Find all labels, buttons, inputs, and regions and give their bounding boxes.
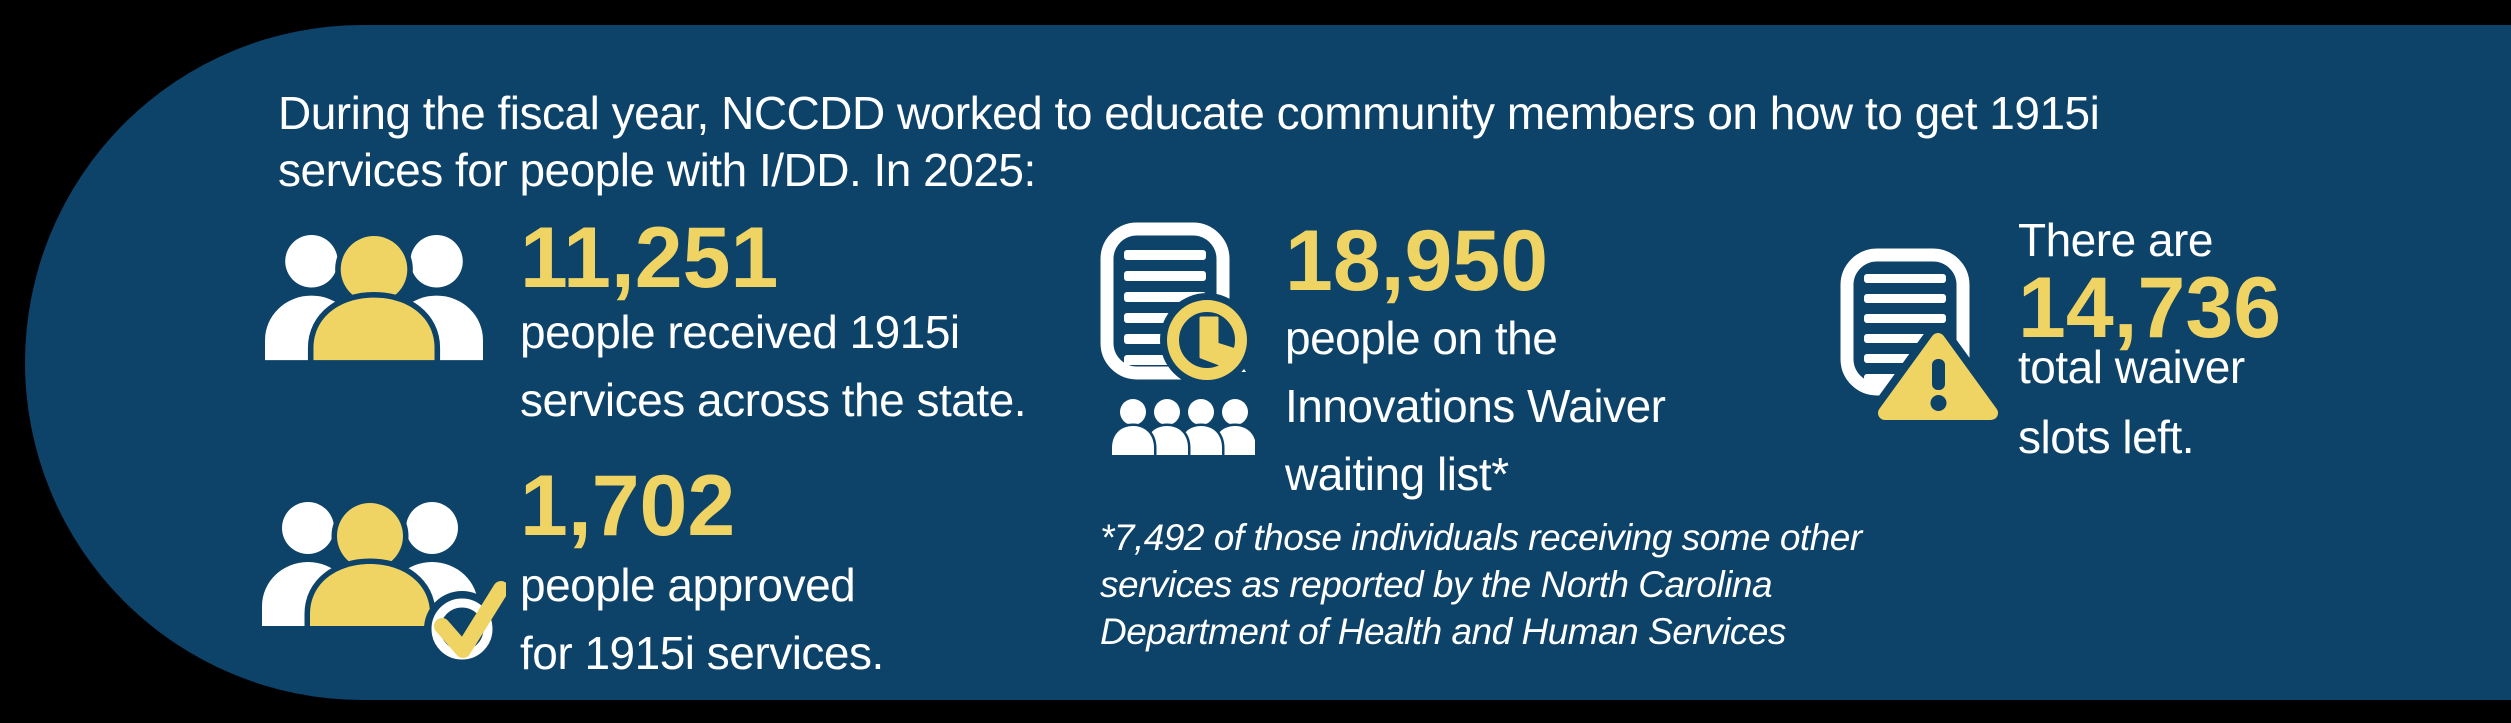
people-group-check-icon <box>260 498 506 670</box>
stat-received-label-line1: people received 1915i <box>520 306 960 358</box>
stat-slots-label-line1: total waiver <box>2018 341 2245 393</box>
stat-approved-label-line2: for 1915i services. <box>520 627 884 679</box>
stat-waitlist-label <box>1285 304 1665 508</box>
stat-approved-label <box>520 551 884 687</box>
stat-slots-prefix: There are <box>2018 214 2213 266</box>
stat-received-label <box>520 298 1026 434</box>
footnote <box>1100 514 1862 655</box>
waitlist-document-clock-icon <box>1100 222 1255 455</box>
stat-waitlist-value: 18,950 <box>1285 213 1549 309</box>
intro-text <box>278 85 2099 199</box>
waiver-document-warning-icon <box>1840 248 2000 423</box>
stat-waitlist-label-line2: Innovations Waiver <box>1285 380 1666 432</box>
people-group-icon <box>263 231 485 362</box>
intro-line-2: services for people with I/DD. In 2025: <box>278 144 1036 196</box>
footnote-line3: Department of Health and Human Services <box>1100 611 1786 652</box>
stat-received-label-line2: services across the state. <box>520 374 1026 426</box>
waiting-people-row-icon <box>1112 399 1255 455</box>
warning-triangle-icon <box>1885 340 1991 413</box>
stat-approved-value: 1,702 <box>520 458 736 554</box>
stat-waitlist-label-line3: waiting list* <box>1285 448 1509 500</box>
footnote-line1: *7,492 of those individuals receiving some other <box>1100 517 1862 558</box>
stat-slots-label-line2: slots left. <box>2018 411 2195 463</box>
footnote-line2: services as reported by the North Carolina <box>1100 564 1773 605</box>
intro-line-1: During the fiscal year, NCCDD worked to educate community members on how to get 1915i <box>278 87 2100 139</box>
stat-received-value: 11,251 <box>520 210 779 306</box>
stat-approved-label-line1: people approved <box>520 559 856 611</box>
stat-waitlist-label-line1: people on the <box>1285 312 1558 364</box>
stat-slots-value: 14,736 <box>2018 260 2282 356</box>
clock-icon <box>1160 293 1254 387</box>
